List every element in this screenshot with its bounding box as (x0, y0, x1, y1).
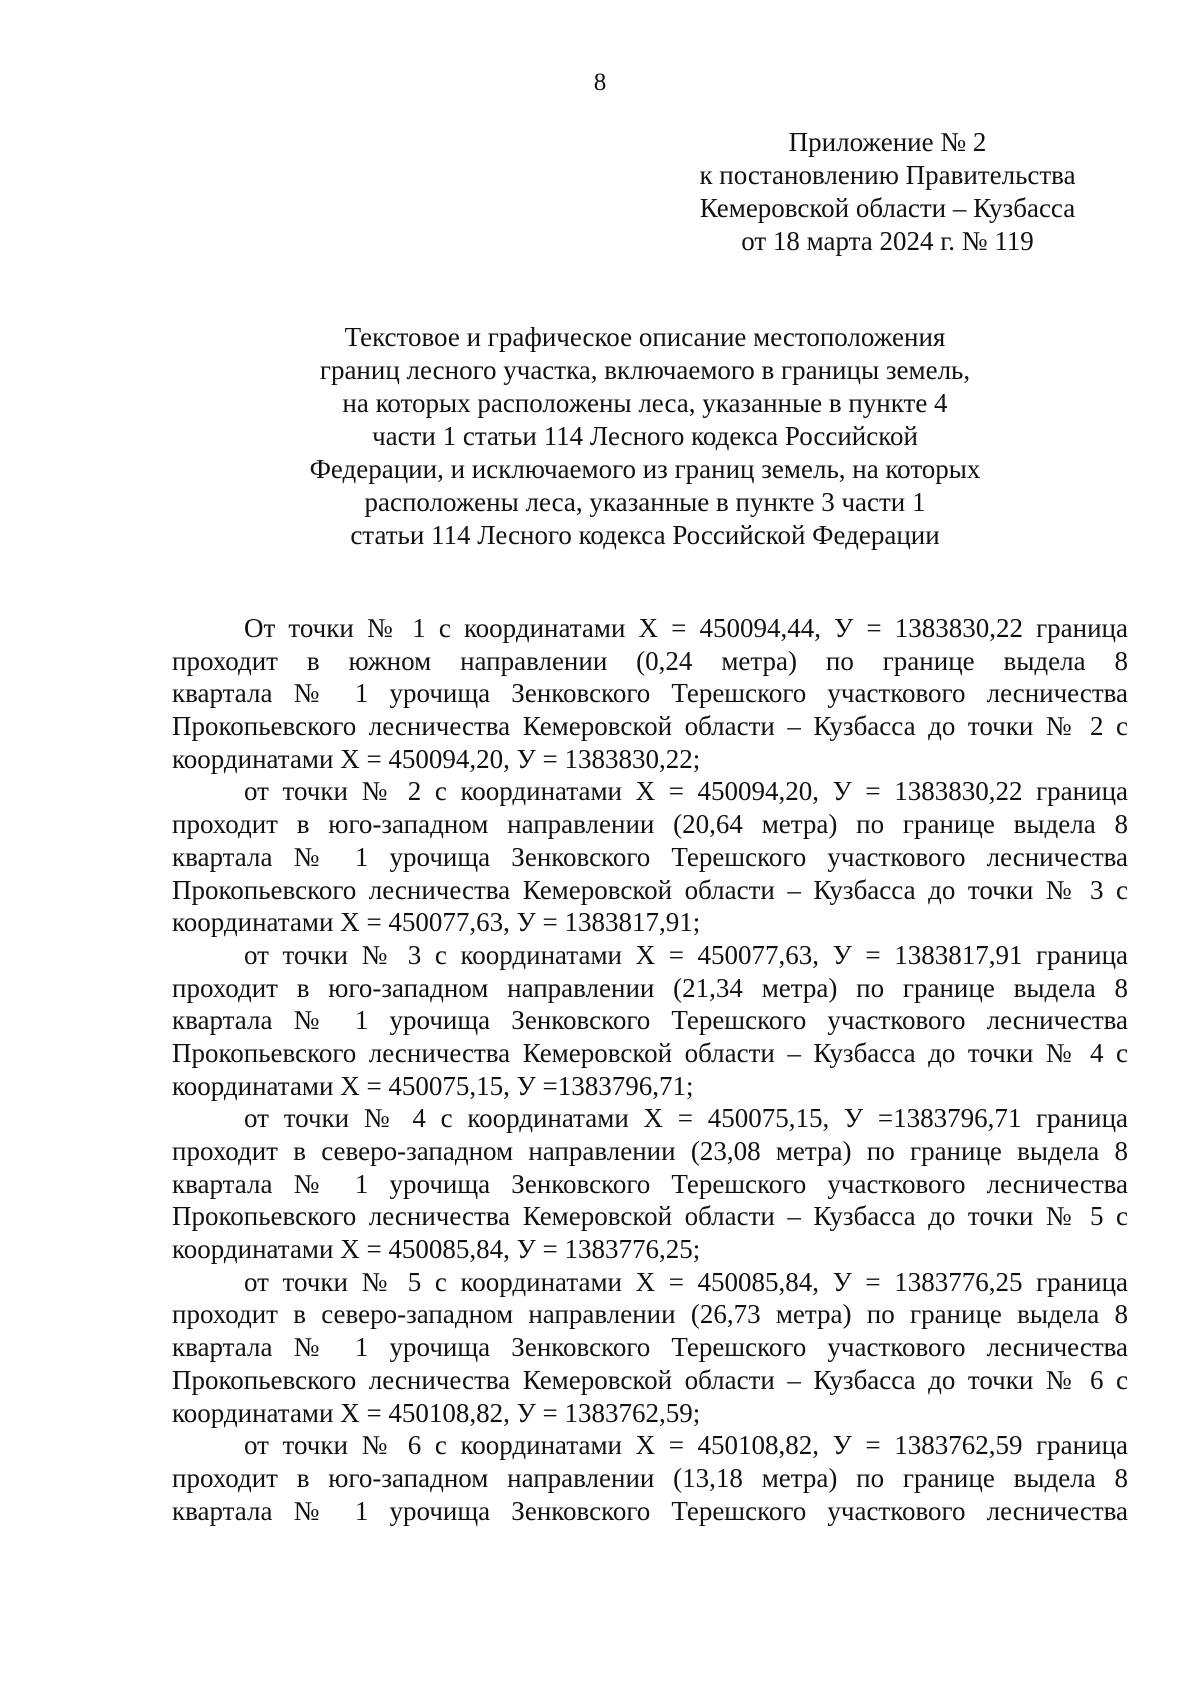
title-line: статьи 114 Лесного кодекса Российской Федерации (350, 520, 940, 550)
text-line: координатами Х = 450085,84, У = 1383776,25; (172, 1234, 701, 1265)
text-line: Прокопьевского лесничества Кемеровской области – Кузбасса до точки № 3 с (172, 874, 1128, 905)
text-line: координатами Х = 450077,63, У = 1383817,91; (172, 907, 701, 938)
text-line: проходит в южном направлении (0,24 метра) по границе выдела 8 (172, 645, 1128, 676)
text-line: координатами Х = 450094,20, У = 1383830,22; (172, 743, 701, 774)
text-line: квартала № 1 урочища Зенковского Терешского участкового лесничества (172, 841, 1128, 872)
text-line: От точки № 1 с координатами Х = 450094,44, У = 1383830,22 граница (244, 613, 1128, 643)
text-line: от точки № 3 с координатами Х = 450077,63, У = 1383817,91 граница (244, 939, 1128, 970)
text-line: Прокопьевского лесничества Кемеровской области – Кузбасса до точки № 4 с (172, 1037, 1128, 1068)
text-line: от точки № 4 с координатами Х = 450075,15, У =1383796,71 граница (244, 1103, 1128, 1134)
text-line: квартала № 1 урочища Зенковского Терешского участкового лесничества (172, 1005, 1128, 1036)
appendix-line: к постановлению Правительства (699, 160, 1076, 190)
text-line: квартала № 1 урочища Зенковского Терешского участкового лесничества (172, 678, 1128, 709)
paragraph (172, 939, 1128, 1102)
title-line: расположены леса, указанные в пункте 3 части 1 (364, 487, 926, 517)
text-line: координатами Х = 450075,15, У =1383796,71; (172, 1070, 694, 1101)
paragraph (172, 612, 1128, 775)
text-line: проходит в северо-западном направлении (23,08 метра) по границе выдела 8 (172, 1136, 1128, 1166)
paragraph (172, 1429, 1128, 1527)
text-line: координатами Х = 450108,82, У = 1383762,59; (172, 1397, 701, 1428)
text-line: квартала № 1 урочища Зенковского Терешского участкового лесничества (172, 1495, 1128, 1526)
title-line: части 1 статьи 114 Лесного кодекса Российской (372, 421, 918, 451)
appendix-line: Приложение № 2 (788, 127, 987, 157)
text-line: квартала № 1 урочища Зенковского Терешского участкового лесничества (172, 1168, 1128, 1199)
text-line: от точки № 5 с координатами Х = 450085,84, У = 1383776,25 граница (244, 1266, 1128, 1297)
paragraph (172, 1102, 1128, 1265)
text-line: проходит в юго-западном направлении (21,34 метра) по границе выдела 8 (172, 972, 1128, 1003)
page-number: 8 (593, 69, 607, 96)
text-line: квартала № 1 урочища Зенковского Терешского участкового лесничества (172, 1332, 1128, 1363)
title-line: границ лесного участка, включаемого в границы земель, (319, 355, 971, 385)
appendix-line: от 18 марта 2024 г. № 119 (741, 226, 1034, 256)
appendix-header (650, 126, 1125, 258)
body-text (172, 612, 1128, 1527)
text-line: проходит в северо-западном направлении (26,73 метра) по границе выдела 8 (172, 1299, 1128, 1330)
text-line: Прокопьевского лесничества Кемеровской области – Кузбасса до точки № 6 с (172, 1364, 1128, 1395)
title-line: на которых расположены леса, указанные в пункте 4 (342, 388, 948, 418)
document-title (150, 321, 1140, 552)
text-line: от точки № 6 с координатами Х = 450108,82, У = 1383762,59 граница (244, 1430, 1128, 1461)
title-line: Федерации, и исключаемого из границ земель, на которых (309, 454, 981, 484)
appendix-line: Кемеровской области – Кузбасса (699, 193, 1076, 223)
text-line: от точки № 2 с координатами Х = 450094,20, У = 1383830,22 граница (244, 776, 1128, 807)
title-line: Текстовое и графическое описание местоположения (344, 322, 946, 352)
text-line: Прокопьевского лесничества Кемеровской области – Кузбасса до точки № 2 с (172, 711, 1128, 742)
text-line: проходит в юго-западном направлении (13,18 метра) по границе выдела 8 (172, 1462, 1128, 1493)
text-line: Прокопьевского лесничества Кемеровской области – Кузбасса до точки № 5 с (172, 1201, 1128, 1232)
text-line: проходит в юго-западном направлении (20,64 метра) по границе выдела 8 (172, 809, 1128, 840)
paragraph (172, 775, 1128, 938)
paragraph (172, 1266, 1128, 1429)
